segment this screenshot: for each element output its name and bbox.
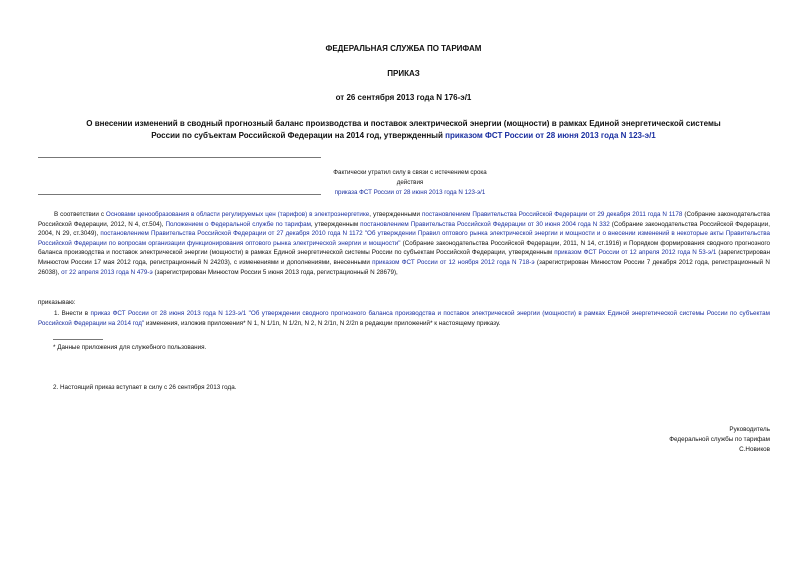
legal-reference-link[interactable]: "Об утверждении сводного прогнозного баланса производства и поставок электрической энергии (мощности) в рамках Единой энергетической системы России по субъектам Российской Федерации на 2014 год" [38,310,770,327]
agency-name: ФЕДЕРАЛЬНАЯ СЛУЖБА ПО ТАРИФАМ [325,44,482,53]
legal-reference-link[interactable]: постановлением Правительства Российской Федерации от 27 декабря 2010 года N 1172 [100,230,363,238]
signature-position: Руководитель [729,426,770,433]
order-item-2: 2. Настоящий приказ вступает в силу с 26 сентября 2013 года. [53,384,237,391]
footnote-divider [53,339,103,340]
paragraph-text: изменения, изложив приложения* N 1, N 1/1п, N 1/2п, N 2, N 2/1п, N 2/2п в редакции приложений* к настоящему приказу. [144,319,501,327]
paragraph-text: (Собрание законодательства Российской Федерации, 2004, N 29, ст.3049), [38,220,770,238]
paragraph-text: (Собрание законодательства Российской Федерации, 2011, N 14, ст.1916) и Порядком формирования сводного прогнозного баланса производства и поставок электрической энергии (мощности) в рамках Единой энергетической системы России по субъектам Российской Федерации, утвержденным [38,239,770,257]
legal-reference-link[interactable]: приказ ФСТ России от 28 июня 2013 года N 123-э/1 [90,310,247,317]
status-note-text: Фактически утратил силу в связи с истечением срока действия [333,169,487,186]
status-note [320,168,500,198]
paragraph-text: В соответствии с [54,211,106,218]
legal-reference-link[interactable]: Положением о Федеральной службе по тарифам [165,220,311,228]
document-date-number: от 26 сентября 2013 года N 176-э/1 [335,93,472,102]
signature-name: С.Новиков [739,445,770,453]
legal-reference-link[interactable]: от 22 апреля 2013 года N 479-э [61,268,153,276]
title-line-2-text: России по субъектам Российской Федерации на 2014 год, утвержденный [151,131,446,140]
legal-reference-link[interactable]: приказом ФСТ России от 12 ноября 2012 года N 718-э [372,258,535,266]
preamble-paragraph [38,210,770,277]
divider-status [38,194,321,195]
legal-reference-link[interactable]: постановлением Правительства Российской Федерации от 30 июня 2004 года N 332 [360,220,610,228]
order-item-1 [38,309,770,328]
legal-reference-link[interactable]: Основами ценообразования в области регулируемых цен (тарифов) в электроэнергетике [105,211,370,218]
order-word: приказываю: [38,299,76,306]
title-line-2 [0,130,807,142]
title-line-1: О внесении изменений в сводный прогнозный баланс производства и поставок электрической энергии (мощности) в рамках Единой энергетической системы [86,119,721,128]
legal-reference-link[interactable]: постановлением Правительства Российской Федерации от 29 декабря 2011 года N 1178 [421,211,683,218]
paragraph-text: (зарегистрирован Минюстом России 17 мая 2012 года, регистрационный N 24203), с изменениями и дополнениями, внесенными [38,249,770,266]
paragraph-text: , утвержденным [310,220,361,228]
legal-reference-link[interactable]: "Об утверждении Правил оптового рынка электрической энергии и мощности и о внесении изменений в некоторые акты Правительства Российской Федерации по вопросам организации функционирования оптового рынка электрической энергии и мощности" [38,230,770,247]
footnote: * Данные приложения для служебного пользования. [53,344,207,351]
signature-block [669,425,770,454]
paragraph-text: (Собрание законодательства Российской Федерации, 2012, N 4, ст.504), [38,211,771,228]
divider-top [38,157,321,158]
paragraph-text: (зарегистрирован Минюстом России 5 июня 2013 года, регистрационный N 28679), [152,268,398,276]
paragraph-text: 1. Внести в [54,310,91,317]
title-order-link[interactable]: приказом ФСТ России от 28 июня 2013 года N 123-э/1 [445,131,656,140]
status-note-link[interactable]: приказа ФСТ России от 28 июня 2013 года N 123-э/1 [334,189,486,196]
paragraph-text: , утвержденными [369,211,422,218]
signature-agency: Федеральной службы по тарифам [669,435,770,443]
paragraph-text: (зарегистрирован Минюстом России 7 декабря 2012 года, регистрационный N 26038), [38,258,770,276]
legal-reference-link[interactable]: приказом ФСТ России от 12 апреля 2012 года N 53-э/1 [554,249,717,257]
document-title [0,118,807,142]
document-type: ПРИКАЗ [387,69,420,78]
